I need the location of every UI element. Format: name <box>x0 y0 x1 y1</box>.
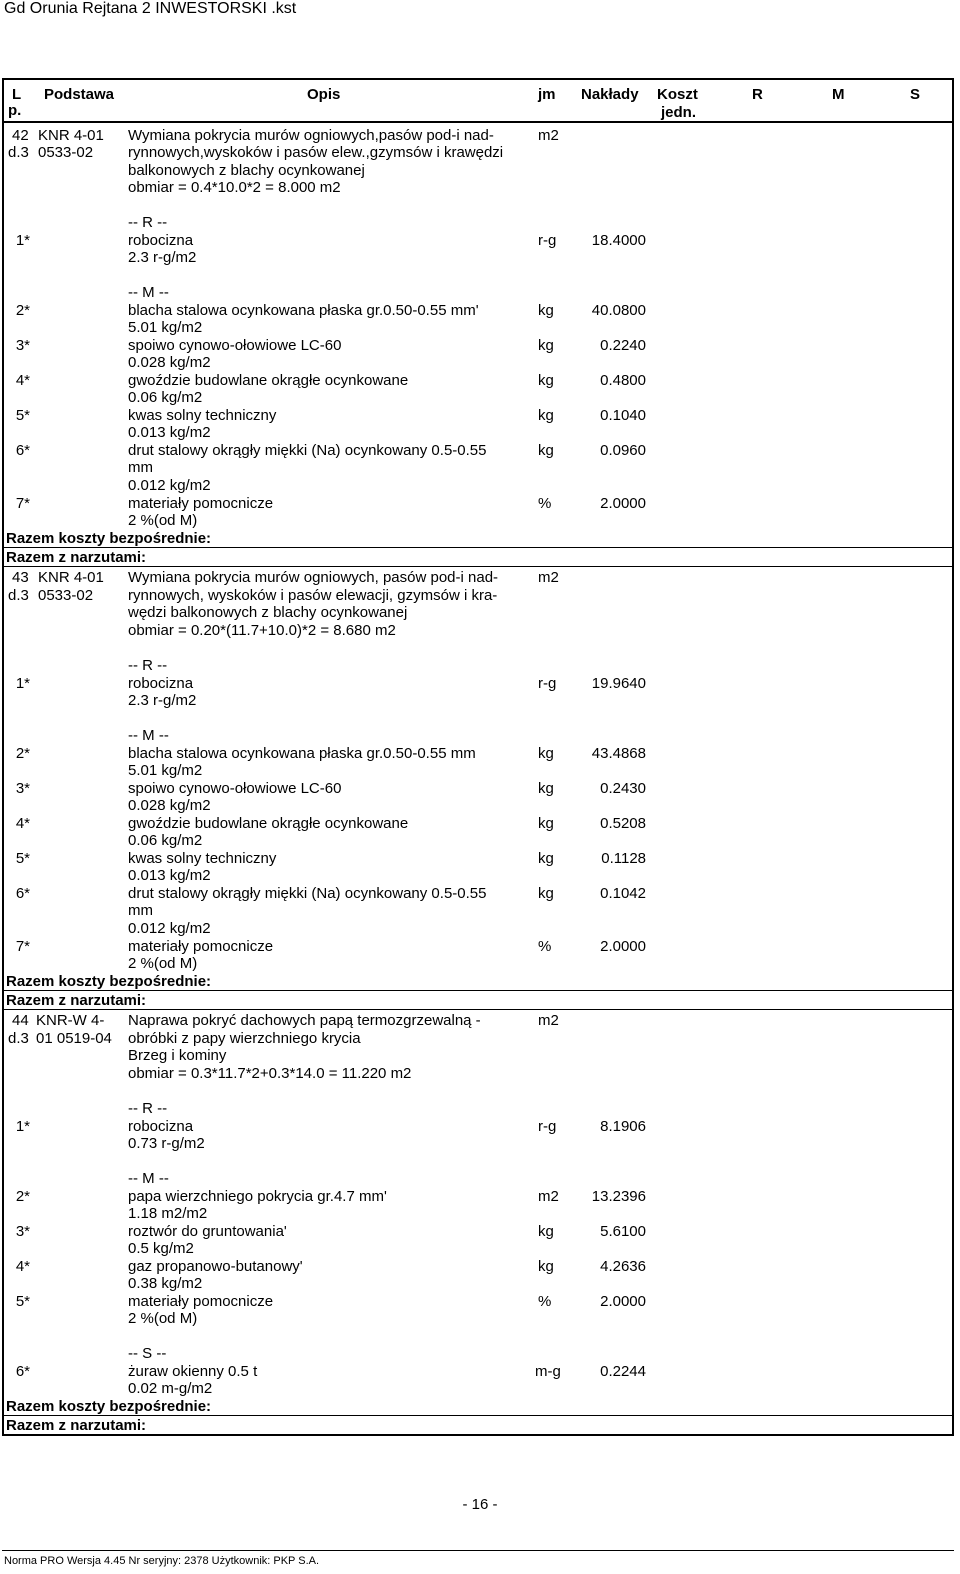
basis-2: 01 0519-04 <box>36 1030 112 1047</box>
item-name: robocizna <box>128 232 194 249</box>
material-section-header: -- M -- <box>128 727 169 744</box>
header-naklady: Nakłady <box>581 86 639 103</box>
header-lp: L <box>12 86 22 103</box>
item-quantity: 0.0960 <box>600 442 646 459</box>
total-with-overheads: Razem z narzutami: <box>6 549 147 566</box>
item-unit: kg <box>538 815 554 832</box>
description: Wymiana pokrycia murów ogniowych, pasów pod-i nad- <box>128 569 499 586</box>
item-name: blacha stalowa ocynkowana płaska gr.0.50-0.55 mm' <box>128 302 479 319</box>
item-quantity: 0.2430 <box>600 780 646 797</box>
page-number: - 16 - <box>462 1496 498 1513</box>
item-number: 4* <box>15 815 30 832</box>
item-name: drut stalowy okrągły miękki (Na) ocynkowany 0.5-0.55 <box>128 885 487 902</box>
item-name: żuraw okienny 0.5 t <box>128 1363 258 1380</box>
item-unit: kg <box>538 780 554 797</box>
table-top-border <box>2 78 954 80</box>
item-norm: 0.38 kg/m2 <box>128 1275 203 1292</box>
header-jm: jm <box>538 86 556 103</box>
lp-suffix: d.3 <box>8 587 29 604</box>
row-divider <box>2 566 954 567</box>
item-quantity: 0.5208 <box>600 815 646 832</box>
item-norm: 2 %(od M) <box>128 1310 198 1327</box>
item-name: kwas solny techniczny <box>128 407 277 424</box>
description: Naprawa pokryć dachowych papą termozgrzewalną - <box>128 1012 481 1029</box>
description-3: wędzi balkonowych z blachy ocynkowanej <box>128 604 408 621</box>
item-norm: 0.012 kg/m2 <box>128 920 211 937</box>
document-title: Gd Orunia Rejtana 2 INWESTORSKI .kst <box>4 0 297 17</box>
item-unit: % <box>538 938 552 955</box>
unit: m2 <box>538 127 559 144</box>
item-quantity: 2.0000 <box>600 1293 646 1310</box>
item-norm: 0.013 kg/m2 <box>128 424 211 441</box>
item-number: 7* <box>15 938 30 955</box>
item-name: gaz propanowo-butanowy' <box>128 1258 303 1275</box>
item-norm: 0.5 kg/m2 <box>128 1240 194 1257</box>
row-divider <box>2 547 954 548</box>
item-unit: kg <box>538 850 554 867</box>
item-name: roztwór do gruntowania' <box>128 1223 287 1240</box>
item-number: 7* <box>15 495 30 512</box>
material-section-header: -- M -- <box>128 1170 169 1187</box>
item-norm: 2.3 r-g/m2 <box>128 692 197 709</box>
labor-section-header: -- R -- <box>128 214 168 231</box>
lp: 42 <box>12 127 29 144</box>
item-unit: kg <box>538 407 554 424</box>
item-quantity: 13.2396 <box>591 1188 646 1205</box>
item-norm: 2.3 r-g/m2 <box>128 249 197 266</box>
item-quantity: 43.4868 <box>591 745 646 762</box>
item-name-2: mm <box>128 459 153 476</box>
total-direct-costs: Razem koszty bezpośrednie: <box>6 973 212 990</box>
total-with-overheads: Razem z narzutami: <box>6 992 147 1009</box>
item-norm: 0.012 kg/m2 <box>128 477 211 494</box>
item-norm: 0.028 kg/m2 <box>128 354 211 371</box>
item-unit: % <box>538 1293 552 1310</box>
item-number: 5* <box>15 1293 30 1310</box>
row-divider <box>2 1415 954 1416</box>
measurement: obmiar = 0.3*11.7*2+0.3*14.0 = 11.220 m2 <box>128 1065 412 1082</box>
measurement: obmiar = 0.4*10.0*2 = 8.000 m2 <box>128 179 341 196</box>
item-unit: kg <box>538 1223 554 1240</box>
item-name: gwoździe budowlane okrągłe ocynkowane <box>128 372 409 389</box>
item-norm: 5.01 kg/m2 <box>128 319 203 336</box>
header-m: M <box>832 86 845 103</box>
basis-2: 0533-02 <box>38 587 94 604</box>
item-name: blacha stalowa ocynkowana płaska gr.0.50-0.55 mm <box>128 745 476 762</box>
item-quantity: 0.1042 <box>600 885 646 902</box>
total-direct-costs: Razem koszty bezpośrednie: <box>6 530 212 547</box>
item-unit: kg <box>538 885 554 902</box>
table-right-border <box>952 78 954 1436</box>
item-unit: r-g <box>538 1118 557 1135</box>
total-direct-costs: Razem koszty bezpośrednie: <box>6 1398 212 1415</box>
header-r: R <box>752 86 763 103</box>
item-name: robocizna <box>128 1118 194 1135</box>
description-3: Brzeg i kominy <box>128 1047 227 1064</box>
item-unit: kg <box>538 337 554 354</box>
basis: KNR 4-01 <box>38 127 104 144</box>
header-opis: Opis <box>307 86 341 103</box>
item-number: 3* <box>15 337 30 354</box>
lp-suffix: d.3 <box>8 144 29 161</box>
footer-text: Norma PRO Wersja 4.45 Nr seryjny: 2378 Użytkownik: PKP S.A. <box>4 1555 320 1567</box>
item-number: 6* <box>15 885 30 902</box>
item-name-2: mm <box>128 902 153 919</box>
item-number: 3* <box>15 1223 30 1240</box>
item-norm: 0.06 kg/m2 <box>128 832 203 849</box>
item-number: 1* <box>15 232 30 249</box>
item-quantity: 0.1040 <box>600 407 646 424</box>
lp: 43 <box>12 569 29 586</box>
unit: m2 <box>538 569 559 586</box>
basis: KNR-W 4- <box>36 1012 105 1029</box>
footer-line <box>2 1550 954 1551</box>
item-quantity: 4.2636 <box>600 1258 646 1275</box>
item-unit: r-g <box>538 675 557 692</box>
item-norm: 2 %(od M) <box>128 512 198 529</box>
header-podstawa: Podstawa <box>44 86 115 103</box>
item-name: spoiwo cynowo-ołowiowe LC-60 <box>128 337 342 354</box>
item-name: materiały pomocnicze <box>128 495 274 512</box>
item-quantity: 0.2240 <box>600 337 646 354</box>
row-divider <box>2 1009 954 1010</box>
description: Wymiana pokrycia murów ogniowych,pasów pod-i nad- <box>128 127 494 144</box>
item-number: 2* <box>15 302 30 319</box>
item-norm: 2 %(od M) <box>128 955 198 972</box>
equipment-section-header: -- S -- <box>128 1345 167 1362</box>
header-s: S <box>910 86 921 103</box>
item-number: 3* <box>15 780 30 797</box>
item-norm: 5.01 kg/m2 <box>128 762 203 779</box>
unit: m2 <box>538 1012 559 1029</box>
item-number: 6* <box>15 442 30 459</box>
item-quantity: 2.0000 <box>600 495 646 512</box>
item-number: 1* <box>15 1118 30 1135</box>
item-norm: 0.06 kg/m2 <box>128 389 203 406</box>
description-2: obróbki z papy wierzchniego krycia <box>128 1030 361 1047</box>
item-name: materiały pomocnicze <box>128 938 274 955</box>
labor-section-header: -- R -- <box>128 657 168 674</box>
item-number: 2* <box>15 1188 30 1205</box>
lp: 44 <box>12 1012 29 1029</box>
item-name: materiały pomocnicze <box>128 1293 274 1310</box>
item-unit: kg <box>538 1258 554 1275</box>
item-quantity: 19.9640 <box>591 675 646 692</box>
item-quantity: 18.4000 <box>591 232 646 249</box>
item-unit: m-g <box>535 1363 561 1380</box>
item-norm: 0.02 m-g/m2 <box>128 1380 213 1397</box>
basis-2: 0533-02 <box>38 144 94 161</box>
labor-section-header: -- R -- <box>128 1100 168 1117</box>
item-quantity: 0.2244 <box>600 1363 646 1380</box>
item-quantity: 5.6100 <box>600 1223 646 1240</box>
item-unit: kg <box>538 372 554 389</box>
item-name: spoiwo cynowo-ołowiowe LC-60 <box>128 780 342 797</box>
header-koszt: Koszt <box>657 86 698 103</box>
item-norm: 0.013 kg/m2 <box>128 867 211 884</box>
item-quantity: 40.0800 <box>591 302 646 319</box>
item-norm: 0.028 kg/m2 <box>128 797 211 814</box>
measurement: obmiar = 0.20*(11.7+10.0)*2 = 8.680 m2 <box>128 622 396 639</box>
item-unit: m2 <box>538 1188 559 1205</box>
material-section-header: -- M -- <box>128 284 169 301</box>
item-number: 4* <box>15 1258 30 1275</box>
item-name: gwoździe budowlane okrągłe ocynkowane <box>128 815 409 832</box>
item-number: 5* <box>15 407 30 424</box>
item-name: robocizna <box>128 675 194 692</box>
item-unit: % <box>538 495 552 512</box>
item-quantity: 2.0000 <box>600 938 646 955</box>
item-unit: kg <box>538 302 554 319</box>
header-lp-2: p. <box>8 102 22 119</box>
item-unit: kg <box>538 745 554 762</box>
item-number: 4* <box>15 372 30 389</box>
item-name: kwas solny techniczny <box>128 850 277 867</box>
item-unit: kg <box>538 442 554 459</box>
table-bottom-border <box>2 1434 954 1436</box>
item-unit: r-g <box>538 232 557 249</box>
header-bottom-line <box>2 121 954 123</box>
description-2: rynnowych,wyskoków i pasów elew.,gzymsów i krawędzi <box>128 144 504 161</box>
item-norm: 1.18 m2/m2 <box>128 1205 208 1222</box>
item-number: 6* <box>15 1363 30 1380</box>
row-divider <box>2 990 954 991</box>
item-quantity: 0.1128 <box>601 850 646 867</box>
description-3: balkonowych z blachy ocynkowanej <box>128 162 365 179</box>
lp-suffix: d.3 <box>8 1030 29 1047</box>
item-norm: 0.73 r-g/m2 <box>128 1135 205 1152</box>
item-number: 5* <box>15 850 30 867</box>
basis: KNR 4-01 <box>38 569 104 586</box>
item-number: 1* <box>15 675 30 692</box>
item-name: papa wierzchniego pokrycia gr.4.7 mm' <box>128 1188 387 1205</box>
item-quantity: 0.4800 <box>600 372 646 389</box>
item-name: drut stalowy okrągły miękki (Na) ocynkowany 0.5-0.55 <box>128 442 487 459</box>
description-2: rynnowych, wyskoków i pasów elewacji, gzymsów i kra- <box>128 587 498 604</box>
total-with-overheads: Razem z narzutami: <box>6 1417 147 1434</box>
item-number: 2* <box>15 745 30 762</box>
item-quantity: 8.1906 <box>600 1118 646 1135</box>
header-jedn: jedn. <box>661 104 697 121</box>
